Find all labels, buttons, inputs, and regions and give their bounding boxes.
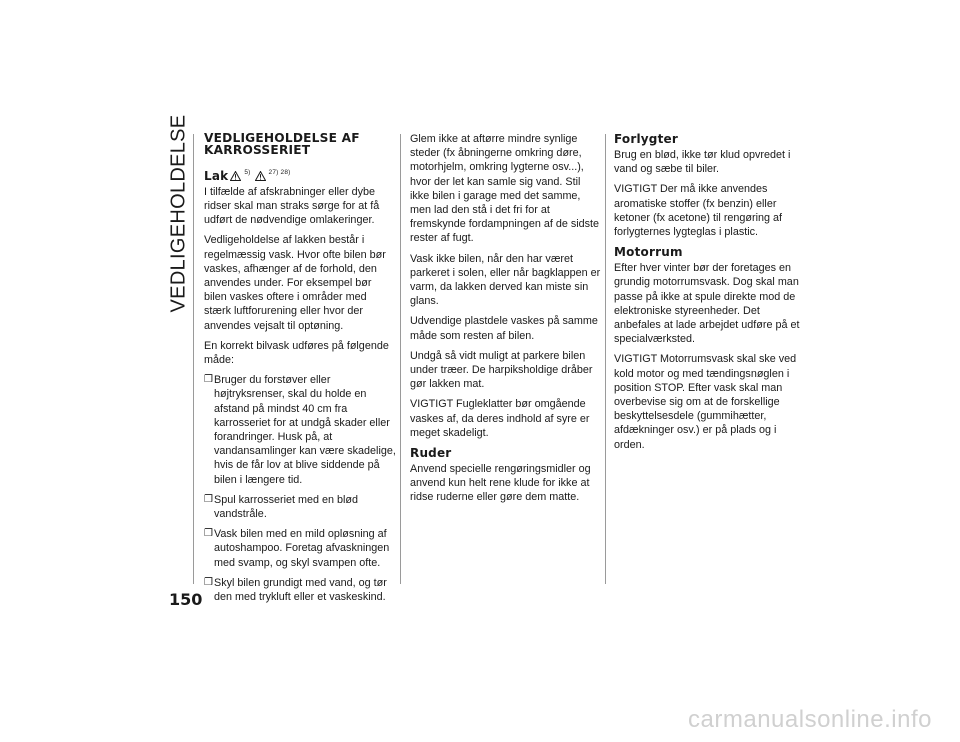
paragraph: Undgå så vidt muligt at parkere bilen under træer. De harpiksholdige dråber gør lakken mat. [410,349,593,391]
warning-ref-2: 27) 28) [268,168,291,176]
paragraph: Glem ikke at aftørre mindre synlige steder (fx åbningerne omkring døre, motorhjelm, omkring lygterne osv...), hvor der let kan samle sig vand. Stil ikke bilen i garage med det samme, men lad den stå i det fri for at fremskynde fordampningen af de sidste rester af fugt. [410,133,600,245]
bullet-item [204,576,396,604]
caution-icon [255,171,266,181]
column-divider-1 [400,134,401,584]
checkbox-bullet-icon: ❒ [204,528,213,540]
paragraph: VIGTIGT Der må ikke anvendes aromatiske stoffer (fx benzin) eller ketoner (fx acetone) til rengøring af forlygternes lygteglas i plastic. [614,183,783,239]
paragraph: VIGTIGT Motorrumsvask skal ske ved kold motor og med tændingsnøglen i position STOP. Efter vask skal man overbevise sig om at de forskellige beskyttelsesdele (gummihætter, afdækninger osv.) er på plads og i orden. [614,353,797,451]
warning-icon [230,171,241,181]
warning-ref-1: 5) [244,168,251,176]
paragraph: Anvend specielle rengøringsmidler og anvend kun helt rene klude for ikke at ridse ruderne eller gøre dem matte. [410,463,591,504]
bullet-text: Vask bilen med en mild opløsning af autoshampoo. Foretag afvaskningen med svamp, og skyl svampen ofte. [214,528,390,569]
bullet-item [204,373,396,487]
ruder-heading: Ruder [410,446,452,461]
paragraph: Brug en blød, ikke tør klud opvredet i vand og sæbe til biler. [614,149,791,176]
column-3 [614,132,806,458]
paragraph: I tilfælde af afskrabninger eller dybe ridser skal man straks sørge for at få udført de nødvendige omlakeringer. [204,185,380,227]
bullet-text: Skyl bilen grundigt med vand, og tør den med trykluft eller et vaskeskind. [214,576,387,604]
paragraph: Vask ikke bilen, når den har været parkeret i solen, eller når bagklappen er varm, da lakken derved kan miste sin glans. [410,252,601,308]
column-1 [204,132,396,610]
forlygter-heading: Forlygter [614,132,678,146]
motorrum-heading: Motorrum [614,245,683,260]
watermark: carmanualsonline.info [688,706,932,733]
bullet-text: Bruger du forstøver eller højtryksrenser, skal du holde en afstand på mindst 40 cm fra karrosseriet for at undgå skader eller forandringer. Husk på, at vandansamlinger kan være skadelige, hvis de får lov at blive siddende på bilen i længere tid. [214,374,396,486]
page-number: 150 [169,590,203,609]
section-side-title [166,114,192,312]
paragraph: Vedligeholdelse af lakken består i regelmæssig vask. Hvor ofte bilen bør vaskes, afhænger af de forhold, den anvendes under. For eksempel bør bilen vaskes oftere i områder med stærk luftforurening eller hvor der anvendes vejsalt til optøning. [204,234,386,332]
checkbox-bullet-icon: ❒ [204,576,213,588]
column-divider-2 [605,134,606,584]
section-side-title-text: VEDLIGEHOLDELSE [167,114,190,312]
checkbox-bullet-icon: ❒ [204,493,213,505]
bullet-item [204,527,396,570]
paragraph: VIGTIGT Fugleklatter bør omgående vaskes af, da deres indhold af syre er meget skadeligt. [410,398,590,439]
section-heading: VEDLIGEHOLDELSE AF KARROSSERIET [204,131,360,158]
paragraph: En korrekt bilvask udføres på følgende måde: [204,339,389,367]
checkbox-bullet-icon: ❒ [204,374,213,386]
lak-title: Lak [204,168,229,183]
column-2 [410,132,602,511]
bullet-item [204,493,396,521]
paragraph: Efter hver vinter bør der foretages en grundig motorrumsvask. Dog skal man passe på ikke at spule direkte mod de elektroniske styreenheder. Det anbefales at lade arbejdet udføre på et specialværksted. [614,262,800,346]
side-divider [193,134,194,584]
lak-heading [204,166,396,183]
bullet-text: Spul karrosseriet med en blød vandstråle. [214,493,359,521]
paragraph: Udvendige plastdele vaskes på samme måde som resten af bilen. [410,315,598,342]
